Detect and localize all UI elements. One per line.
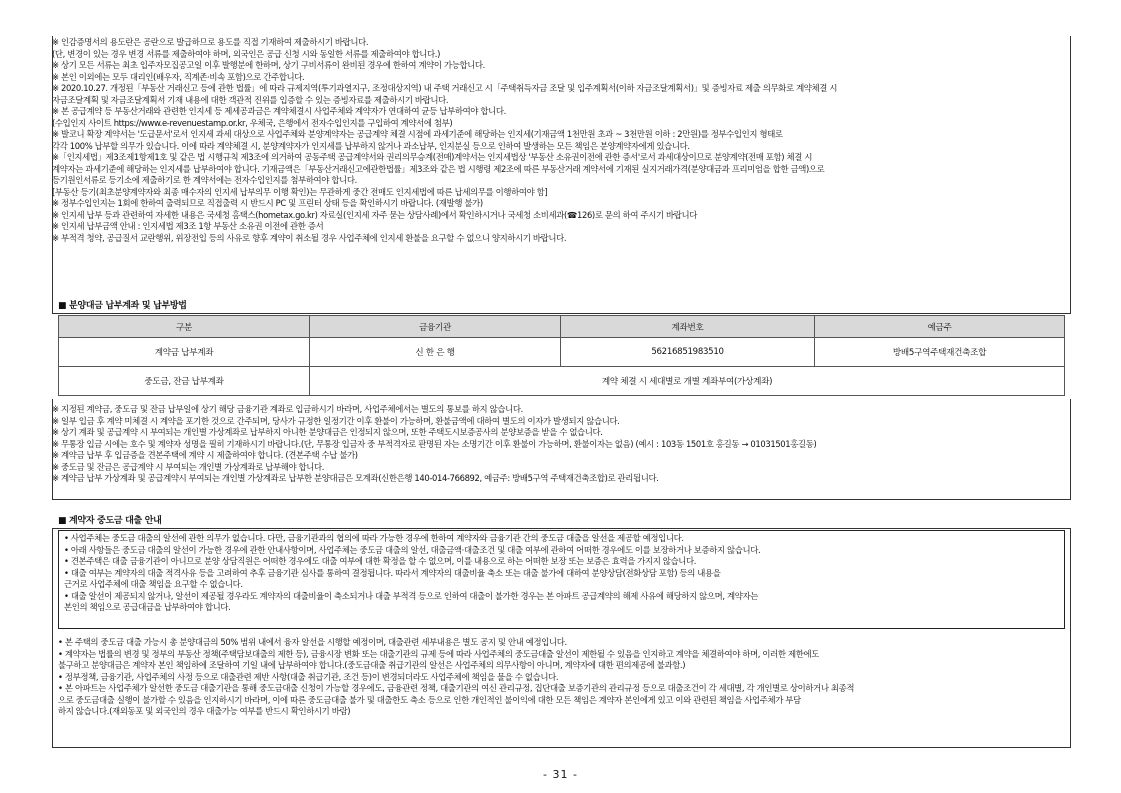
note-line: 자금조달계획 및 자금조달계획서 기재 내용에 대한 객관적 진위를 입증할 수 있는 증빙자료를 제출하시기 바랍니다. [52,94,449,105]
note-line: (수입인지 사이트 https://www.e-revenuestamp.or.kr, 우체국, 은행에서 전자수입인지를 구입하여 계약서에 첨부) [52,117,453,128]
note-line: ※ 2020.10.27. 개정된「부동산 거래신고 등에 관한 법률」에 따라 규제지역(투기과열지구, 조정대상지역) 내 주택 거래신고 시「주택취득자금 조달 및 입주계획서(이하 자금조달계획서)」및 증빙자료 제출 의무화로 계약체결 시 [52,83,838,93]
note-line: ※ 지정된 계약금, 중도금 및 잔금 납부일에 상기 해당 금융기관 계좌로 입금하시기 바라며, 사업주체에서는 별도의 통보를 하지 않습니다. [52,404,523,414]
header-bank: 금융기관 [310,316,561,338]
cell-category: 계약금 납부계좌 [59,338,310,367]
note-line: ※ 본 공급계약 등 부동산거래와 관련한 인지세 등 제세공과금은 계약체결시 사업주체와 계약자가 연대하여 균등 납부하여야 합니다. [52,106,506,116]
section-title-loan-guide: ■ 계약자 중도금 대출 안내 [58,516,162,526]
note-line: ※ 상기 모든 서류는 최초 입주자모집공고일 이후 발행분에 한하며, 상기 구비서류이 완비된 경우에 한하여 계약이 가능합니다. [52,60,485,70]
note-line: ※ 인감증명서의 용도란은 공란으로 발급하므로 용도를 직접 기재하여 제출하시기 바랍니다. [52,37,369,47]
note-line: ※ 본인 이외에는 모두 대리인(배우자, 직계존·비속 포함)으로 간주합니다. [52,71,305,82]
note-line: ※ 정부수입인지는 1회에 한하여 출력되므로 직접출력 시 반드시 PC 및 프린터 상태 등을 확인하시기 바랍니다. (재발행 불가) [52,198,483,208]
section-title-payment-account: ■ 분양대금 납부계좌 및 납부방법 [58,301,187,311]
note-line: ※ 계약금 납부 가상계좌 및 공급계약시 부여되는 개인별 가상계좌로 납부한 분양대금은 모계좌(신한은행 140-014-766892, 예금주: 방배5구역 주택재건축조합)로 관리됩니다. [52,473,659,483]
loan-line: 근거로 사업주체에 대출 책임을 요구할 수 없습니다. [64,579,243,589]
note-line: ※ 일부 입금 후 계약 미체결 시 계약을 포기한 것으로 간주되며, 당사가 규정한 일정기간 이후 환불이 가능하며, 환불금액에 대하여 별도의 이자가 발생되지 않습니다. [52,415,620,426]
loan-note-line: • 본 주택의 중도금 대출 가능시 총 분양대금의 50% 범위 내에서 융자 알선을 시행할 예정이며, 대출관련 세부내용은 별도 공지 및 안내 예정입니다. [58,637,567,647]
note-line: ※ 부적격 청약, 공급질서 교란행위, 위장전입 등의 사유로 향후 계약이 취소될 경우 사업주체에 인지세 환불을 요구할 수 없으니 양지하시기 바랍니다. [52,232,567,243]
note-line: ※ 계약금 납부 후 입금증을 견본주택에 계약 시 제출하여야 합니다. (견본주택 수납 불가) [52,450,358,460]
note-line: ※「인지세법」제3조제1항제1호 및 같은 법 시행규칙 제3조에 의거하여 공동주택 공급계약서와 권리의무승계(전매)계약서는 인지세법상 '부동산 소유권이전에 관한 증서'로서 과세대상이므로 분양계약(전매 포함) 체결 시 [52,152,813,162]
table-row [59,367,1065,396]
cell-account-number: 56216851983510 [561,338,815,367]
cell-virtual-account: 계약 체결 시 세대별로 개별 계좌부여(가상계좌) [310,367,1065,396]
header-account-number: 계좌번호 [561,316,815,338]
cell-category: 중도금, 잔금 납부계좌 [59,367,310,396]
loan-note-line: 하지 않습니다.(재외동포 및 외국인의 경우 대출가능 여부를 반드시 확인하시기 바람) [58,706,351,716]
loan-note-line: • 계약자는 법률의 변경 및 정부의 부동산 정책(주택담보대출의 제한 등), 금융시장 변화 또는 대출기관의 규제 등에 따라 사업주체의 중도금대출 알선이 제한될 수 있음을 인지하고 계약을 체결하여야 하며, 이러한 제한에도 [58,648,819,659]
page-number: - 31 - [543,768,578,781]
note-line: ※ 무통장 입금 시에는 호수 및 계약자 성명을 필히 기재하시기 바랍니다.(단, 무통장 입금자 중 부적격자로 판명된 자는 소명기간 이후 환불이 가능하며, 환불이자는 없음) (예시 : 103동 1501호 홍길동 → 01031501홍길동) [52,438,817,449]
loan-note-line: • 본 아파트는 사업주체가 알선한 중도금 대출기관을 통해 중도금대출 신청이 가능할 경우에도, 금융관련 정책, 대출기관의 여신 관리규정, 집단대출 보증기관의 관리규정 등으로 대출조건이 각 세대별, 각 개인별로 상이하거나 최종적 [58,683,855,693]
loan-line: • 대출 알선이 제공되지 않거나, 알선이 제공될 경우라도 계약자의 대출비율이 축소되거나 대출 부적격 등으로 인하여 대출이 불가한 경우는 본 아파트 공급계약의 해제 사유에 해당하지 않으며, 계약자는 [64,590,758,601]
cell-bank: 신 한 은 행 [310,338,561,367]
note-line: 각각 100% 납부할 의무가 있습니다. 이에 따라 계약체결 시, 분양계약자가 인지세를 납부하지 않거나 과소납부, 인지분실 등으로 인하여 발생하는 모든 책임은 분양계약자에게 있습니다. [52,140,690,151]
loan-line: 본인의 책임으로 공급대금을 납부하여야 합니다. [64,602,231,612]
note-line: ※ 인지세 납부 등과 관련하여 자세한 내용은 국세청 홈택스(hometax.go.kr) 자료실(인지세 자주 묻는 상담사례)에서 확인하시거나 국세청 소비세과(☎126)로 문의 하여 주시기 바랍니다 [52,209,697,220]
loan-box-text [64,533,1059,614]
note-line: ※ 상기 계좌 및 공급계약 시 부여되는 개인별 가상계좌로 납부하지 아니한 분양대금은 인정되지 않으며, 또한 주택도시보증공사의 분양보증을 받을 수 없습니다. [52,427,603,437]
loan-line: • 견본주택은 대출 금융기관이 아니므로 분양 상담직원은 어떠한 경우에도 대출 여부에 대한 확정을 할 수 없으며, 이를 내용으로 하는 어떠한 보장 또는 보증은 효력을 가지지 않습니다. [64,556,697,566]
note-line: 등기원인서류로 등기소에 제출하기로 한 계약서에는 전자수입인지를 첨부하여야 합니다. [52,175,357,185]
loan-line: • 아래 사항들은 중도금 대출의 알선이 가능한 경우에 관한 안내사항이며, 사업주체는 중도금 대출의 알선, 대출금액·대출조건 및 대출 여부에 관하여 어떠한 경우에도 이를 보장하거나 보증하지 않습니다. [64,544,761,555]
header-category: 구분 [59,316,310,338]
note-line: ※ 중도금 및 잔금은 공급계약 시 부여되는 개인별 가상계좌로 납부해야 합니다. [52,461,325,472]
cell-account-holder: 방배5구역주택재건축조합 [815,338,1065,367]
note-line: [부동산 등기(최초분양계약자와 최종 매수자의 인지세 납부의무 이행 확인)는 무관하게 중간 전매도 인지세법에 따른 납세의무를 이행하여야 함] [52,186,548,197]
note-line: ※ 발코니 확장 계약서는 '도급문서'로서 인지세 과세 대상으로 사업주체와 분양계약자는 공급계약 체결 시점에 과세기준에 해당하는 인지세(기재금액 1천만원 초과 ~ 3천만원 이하 : 2만원)를 정부수입인지 형태로 [52,129,783,139]
note-line: (단, 변경이 있는 경우 변경 서류를 제출하여야 하며, 외국인은 공급 신청 시와 동일한 서류를 제출하여야 합니다.) [52,48,441,59]
note-line: 계약자는 과세기준에 해당하는 인지세를 납부하여야 합니다. 기재금액은「부동산거래신고에관한법률」제3조와 같은 법 시행령 제2조에 따른 부동산거래 계약서에 기재된 실지거래가격(분양대금과 프리미엄을 합한 금액)으로 [52,163,825,174]
top-notes [52,37,1071,244]
loan-note-line: 으로 중도금대출 실행이 불가할 수 있음을 인지하시기 바라며, 이에 따른 중도금대출 불가 및 대출한도 축소 등으로 인한 개인적인 불이익에 대한 모든 책임은 계약자 본인에게 있고 이와 관련된 책임을 사업주체가 부담 [58,694,801,705]
account-notes [52,404,1071,485]
loan-line: • 대출 여부는 계약자의 대출 적격사유 등을 고려하여 추후 금융기관 심사를 통하여 결정됩니다. 따라서 계약자의 대출비율 축소 또는 대출 불가에 대하여 분양상담(전화상담 포함) 등의 내용을 [64,567,721,578]
loan-notes [58,637,1067,718]
header-account-holder: 예금주 [815,316,1065,338]
table-row [59,338,1065,367]
table-header-row [59,316,1065,338]
loan-note-line: • 정부정책, 금융기관, 사업주체의 사정 등으로 대출관련 제반 사항(대출 취급기관, 조건 등)이 변경되더라도 사업주체에 책임을 물을 수 없습니다. [58,671,559,682]
note-line: ※ 인지세 납부금액 안내 : 인지세법 제3조 1항 부동산 소유권 이전에 관한 증서 [52,221,324,231]
loan-note-line: 불구하고 분양대금은 계약자 본인 책임하에 조달하여 기일 내에 납부하여야 합니다.(중도금대출 취급기관의 알선은 사업주체의 의무사항이 아니며, 계약자에 대한 편의제공에 불과함.) [58,660,686,670]
payment-account-table [58,315,1065,396]
loan-line: • 사업주체는 중도금 대출의 알선에 관한 의무가 없습니다. 다만, 금융기관과의 협의에 따라 가능한 경우에 한하여 계약자와 금융기관 간의 중도금 대출을 알선을 제공할 예정입니다. [64,533,684,543]
